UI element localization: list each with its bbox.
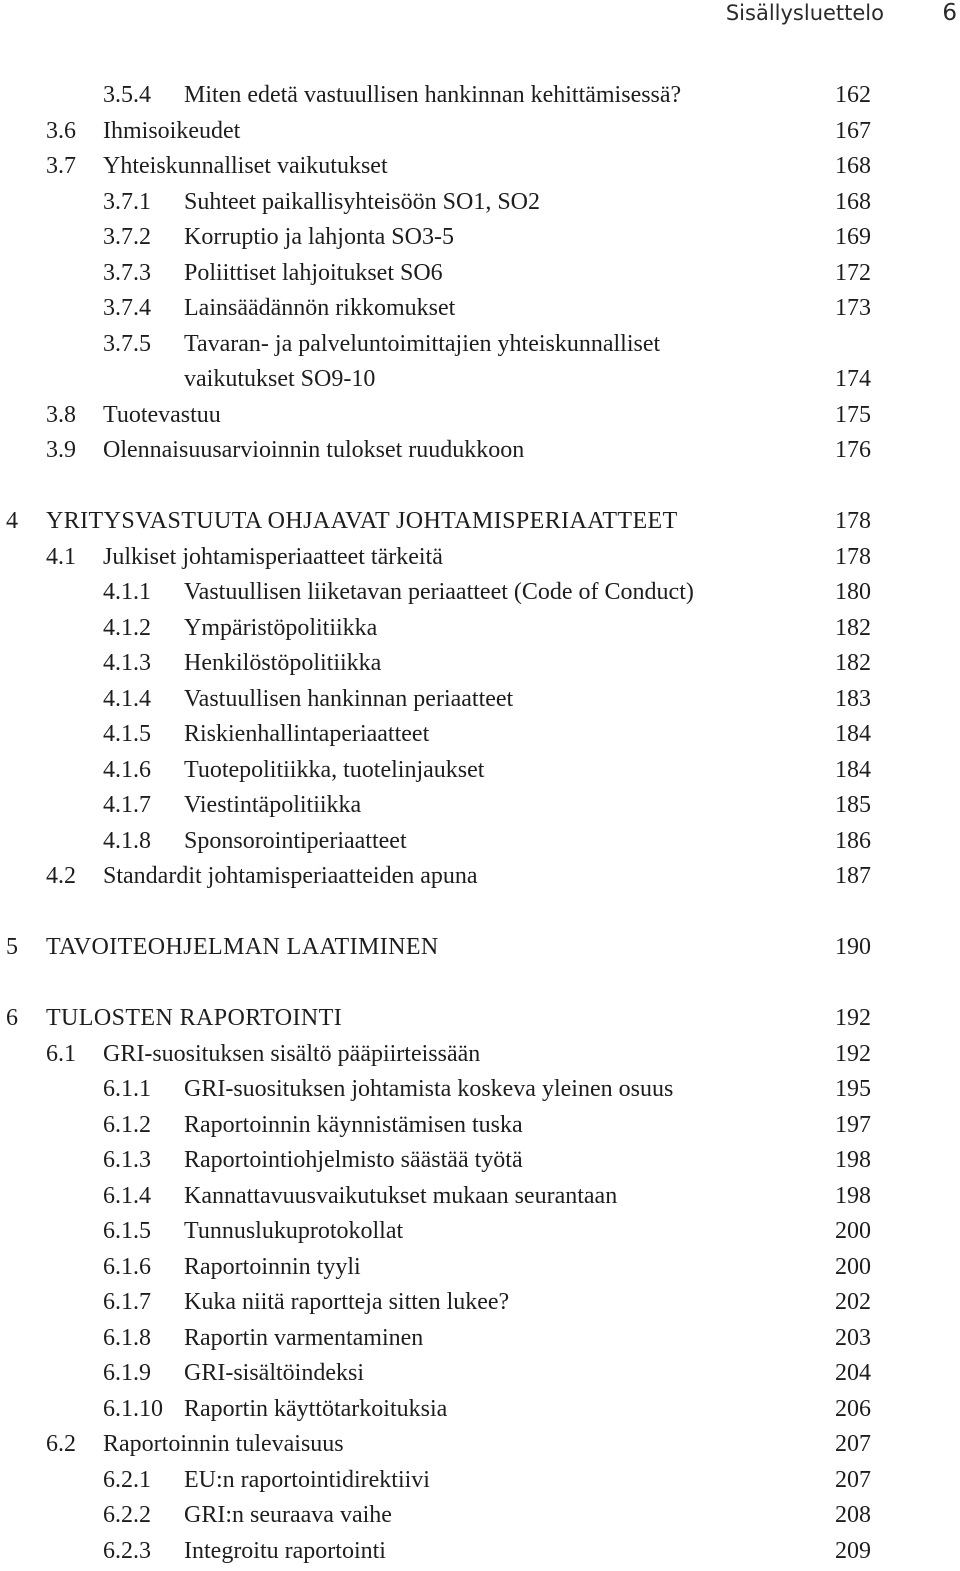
toc-entry-number: 4.1.4 bbox=[103, 685, 151, 712]
toc-entry-number: 4.2 bbox=[46, 863, 76, 889]
toc-entry-page: 175 bbox=[835, 401, 871, 428]
toc-entry-number: 3.6 bbox=[46, 117, 76, 144]
toc-entry-title: Raportoinnin tulevaisuus bbox=[103, 1431, 344, 1457]
toc-entry-number: 6.2.3 bbox=[103, 1537, 151, 1564]
toc-entry-page: 178 bbox=[835, 508, 871, 534]
toc-entry-title: Olennaisuusarvioinnin tulokset ruudukkoon bbox=[103, 437, 525, 463]
toc-entry-title: GRI:n seuraava vaihe bbox=[184, 1502, 392, 1528]
toc-entry[interactable] bbox=[0, 717, 960, 753]
toc-entry-number: 4 bbox=[6, 508, 18, 534]
toc-entry[interactable] bbox=[0, 611, 960, 647]
toc-entry-number: 3.8 bbox=[46, 401, 76, 428]
toc-entry-page: 162 bbox=[835, 82, 871, 108]
toc-entry[interactable] bbox=[0, 1037, 960, 1073]
toc-entry-number: 6 bbox=[6, 1005, 18, 1031]
toc-entry-title: GRI-suosituksen johtamista koskeva yleinen osuus bbox=[184, 1076, 674, 1102]
toc-entry[interactable] bbox=[0, 682, 960, 718]
toc-entry-page: 198 bbox=[835, 1182, 871, 1209]
page-number: 6 bbox=[942, 0, 957, 26]
toc-chapter-entry[interactable] bbox=[0, 930, 960, 966]
toc-entry-title: Tunnuslukuprotokollat bbox=[184, 1218, 404, 1244]
toc-entry-number: 3.7.2 bbox=[103, 224, 151, 250]
toc-entry-number: 6.1.7 bbox=[103, 1289, 151, 1315]
toc-entry[interactable] bbox=[0, 1179, 960, 1215]
toc-entry-title: Kuka niitä raportteja sitten lukee? bbox=[184, 1289, 510, 1315]
toc-entry-page: 169 bbox=[835, 224, 871, 250]
running-header bbox=[0, 0, 960, 30]
toc-entry-title: Viestintäpolitiikka bbox=[184, 792, 362, 818]
toc-entry[interactable] bbox=[0, 1214, 960, 1250]
toc-entry-page: 202 bbox=[835, 1289, 871, 1315]
toc-entry-title: Tavaran- ja palveluntoimittajien yhteiskunnalliset bbox=[184, 330, 661, 357]
toc-entry-page: 182 bbox=[835, 614, 871, 641]
toc-entry-number: 3.7.4 bbox=[103, 295, 151, 321]
toc-entry-title: GRI-sisältöindeksi bbox=[184, 1360, 364, 1386]
toc-entry-title: Lainsäädännön rikkomukset bbox=[184, 295, 456, 321]
toc-entry-number: 3.9 bbox=[46, 437, 76, 463]
toc-entry-title: TULOSTEN RAPORTOINTI bbox=[46, 1005, 343, 1031]
toc-entry-number: 6.1.5 bbox=[103, 1218, 151, 1244]
toc-entry-number: 6.1.10 bbox=[103, 1395, 163, 1422]
toc-entry-page: 187 bbox=[835, 863, 871, 889]
toc-entry-page: 184 bbox=[835, 721, 871, 747]
toc-entry[interactable] bbox=[0, 1427, 960, 1463]
toc-chapter-entry[interactable] bbox=[0, 1001, 960, 1037]
toc-entry[interactable] bbox=[0, 256, 960, 292]
toc-entry-page: 173 bbox=[835, 295, 871, 321]
toc-entry-page: 184 bbox=[835, 756, 871, 783]
toc-entry[interactable] bbox=[0, 1250, 960, 1286]
toc-entry[interactable] bbox=[0, 1285, 960, 1321]
section-title: Sisällysluettelo bbox=[725, 1, 884, 25]
toc-entry-title: vaikutukset SO9-10 bbox=[184, 366, 376, 392]
toc-entry-title: Raportointiohjelmisto säästää työtä bbox=[184, 1147, 523, 1173]
toc-entry-page: 168 bbox=[835, 153, 871, 179]
toc-entry[interactable] bbox=[0, 1072, 960, 1108]
toc-entry-page: 186 bbox=[835, 827, 871, 854]
toc-entry-number: 3.7.1 bbox=[103, 188, 151, 215]
toc-entry-title: Vastuullisen hankinnan periaatteet bbox=[184, 685, 514, 712]
toc-entry-page: 203 bbox=[835, 1324, 871, 1351]
toc-entry[interactable] bbox=[0, 149, 960, 185]
toc-entry[interactable] bbox=[0, 220, 960, 256]
toc-entry-number: 6.1 bbox=[46, 1040, 76, 1067]
toc-entry-title: Julkiset johtamisperiaatteet tärkeitä bbox=[103, 543, 443, 570]
toc-entry-title: Raportin varmentaminen bbox=[184, 1324, 424, 1351]
toc-entry-title: Yhteiskunnalliset vaikutukset bbox=[103, 153, 388, 179]
toc-entry-page: 192 bbox=[835, 1040, 871, 1067]
toc-entry[interactable] bbox=[0, 859, 960, 895]
toc-entry[interactable] bbox=[0, 78, 960, 114]
toc-entry[interactable] bbox=[0, 1143, 960, 1179]
toc-entry[interactable] bbox=[0, 575, 960, 611]
toc-entry[interactable] bbox=[0, 1392, 960, 1428]
toc-entry-number: 3.5.4 bbox=[103, 82, 151, 108]
toc-entry-page: 180 bbox=[835, 579, 871, 605]
toc-entry[interactable] bbox=[0, 1463, 960, 1499]
toc-entry-title: Raportin käyttötarkoituksia bbox=[184, 1395, 448, 1422]
toc-entry-number: 6.1.1 bbox=[103, 1076, 151, 1102]
toc-entry[interactable] bbox=[0, 540, 960, 576]
toc-entry-page: 197 bbox=[835, 1111, 871, 1138]
toc-entry-title: Ihmisoikeudet bbox=[103, 117, 241, 144]
toc-entry[interactable] bbox=[0, 291, 960, 327]
toc-entry[interactable] bbox=[0, 1498, 960, 1534]
toc-entry-page: 195 bbox=[835, 1076, 871, 1102]
toc-entry-title: Henkilöstöpolitiikka bbox=[184, 650, 382, 676]
toc-entry-page: 182 bbox=[835, 650, 871, 676]
toc-entry[interactable] bbox=[0, 788, 960, 824]
toc-entry-title: Miten edetä vastuullisen hankinnan kehittämisessä? bbox=[184, 82, 682, 108]
toc-entry-title: EU:n raportointidirektiivi bbox=[184, 1466, 430, 1493]
toc-entry-number: 6.1.6 bbox=[103, 1253, 151, 1280]
toc-entry-title: TAVOITEOHJELMAN LAATIMINEN bbox=[46, 934, 439, 960]
toc-entry-number: 4.1.2 bbox=[103, 614, 151, 641]
toc-entry-page: 192 bbox=[835, 1005, 871, 1031]
toc-entry[interactable] bbox=[0, 1534, 960, 1570]
toc-entry-number: 3.7.3 bbox=[103, 259, 151, 286]
toc-entry-title: Tuotepolitiikka, tuotelinjaukset bbox=[184, 756, 485, 783]
toc-entry-number: 6.1.4 bbox=[103, 1182, 151, 1209]
toc-entry[interactable] bbox=[0, 1321, 960, 1357]
toc-entry-number: 6.2.2 bbox=[103, 1502, 151, 1528]
toc-chapter-entry[interactable] bbox=[0, 504, 960, 540]
toc-entry-number: 6.2 bbox=[46, 1431, 76, 1457]
toc-entry-page: 200 bbox=[835, 1253, 871, 1280]
toc-entry[interactable] bbox=[0, 114, 960, 150]
toc-entry-number: 4.1.5 bbox=[103, 721, 151, 747]
toc-entry-number: 5 bbox=[6, 934, 18, 960]
toc-entry[interactable] bbox=[0, 362, 960, 398]
toc-entry-page: 185 bbox=[835, 792, 871, 818]
toc-entry-title: Kannattavuusvaikutukset mukaan seurantaan bbox=[184, 1182, 618, 1209]
toc-entry-page: 208 bbox=[835, 1502, 871, 1528]
toc-entry-title: Vastuullisen liiketavan periaatteet (Code of Conduct) bbox=[184, 579, 694, 605]
toc-entry-page: 190 bbox=[835, 934, 871, 960]
toc-entry[interactable] bbox=[0, 433, 960, 469]
toc-entry-title: Raportoinnin käynnistämisen tuska bbox=[184, 1111, 523, 1138]
toc-entry-number: 6.1.2 bbox=[103, 1111, 151, 1138]
toc-entry-page: 176 bbox=[835, 437, 871, 463]
toc-entry[interactable] bbox=[0, 1108, 960, 1144]
toc-entry-title: GRI-suosituksen sisältö pääpiirteissään bbox=[103, 1040, 481, 1067]
toc-entry-page: 207 bbox=[835, 1431, 871, 1457]
toc-entry-title: Standardit johtamisperiaatteiden apuna bbox=[103, 863, 478, 889]
toc-entry-title: Suhteet paikallisyhteisöön SO1, SO2 bbox=[184, 188, 540, 215]
toc-entry-page: 207 bbox=[835, 1466, 871, 1493]
toc-entry-title: Korruptio ja lahjonta SO3-5 bbox=[184, 224, 454, 250]
toc-entry-title: Poliittiset lahjoitukset SO6 bbox=[184, 259, 443, 286]
toc-entry[interactable] bbox=[0, 398, 960, 434]
toc-entry-page: 183 bbox=[835, 685, 871, 712]
toc-entry[interactable] bbox=[0, 327, 960, 363]
toc-entry-page: 204 bbox=[835, 1360, 871, 1386]
toc-entry-page: 174 bbox=[835, 366, 871, 392]
toc-entry-page: 198 bbox=[835, 1147, 871, 1173]
toc-entry[interactable] bbox=[0, 646, 960, 682]
toc-entry-title: Tuotevastuu bbox=[103, 401, 221, 428]
toc-entry-title: Riskienhallintaperiaatteet bbox=[184, 721, 430, 747]
toc-entry-number: 6.1.9 bbox=[103, 1360, 151, 1386]
toc-entry-page: 168 bbox=[835, 188, 871, 215]
toc-entry-page: 178 bbox=[835, 543, 871, 570]
toc-entry-title: Sponsorointiperiaatteet bbox=[184, 827, 407, 854]
table-of-contents bbox=[0, 78, 960, 1569]
toc-entry[interactable] bbox=[0, 185, 960, 221]
toc-entry-page: 206 bbox=[835, 1395, 871, 1422]
toc-entry-number: 4.1.8 bbox=[103, 827, 151, 854]
toc-entry-page: 200 bbox=[835, 1218, 871, 1244]
toc-entry-number: 4.1.7 bbox=[103, 792, 151, 818]
toc-entry-number: 4.1.1 bbox=[103, 579, 151, 605]
toc-entry-title: Ympäristöpolitiikka bbox=[184, 614, 378, 641]
toc-entry-number: 4.1.6 bbox=[103, 756, 151, 783]
toc-entry-number: 6.2.1 bbox=[103, 1466, 151, 1493]
toc-entry-number: 4.1.3 bbox=[103, 650, 151, 676]
toc-entry-number: 4.1 bbox=[46, 543, 76, 570]
toc-entry-page: 167 bbox=[835, 117, 871, 144]
toc-entry-number: 3.7 bbox=[46, 153, 76, 179]
toc-entry-page: 172 bbox=[835, 259, 871, 286]
toc-entry-title: YRITYSVASTUUTA OHJAAVAT JOHTAMISPERIAATTEET bbox=[46, 508, 678, 534]
toc-entry-number: 3.7.5 bbox=[103, 330, 151, 357]
toc-entry[interactable] bbox=[0, 753, 960, 789]
toc-entry-title: Integroitu raportointi bbox=[184, 1537, 386, 1564]
toc-entry-page: 209 bbox=[835, 1537, 871, 1564]
toc-entry-title: Raportoinnin tyyli bbox=[184, 1253, 361, 1280]
toc-entry[interactable] bbox=[0, 1356, 960, 1392]
toc-entry-number: 6.1.8 bbox=[103, 1324, 151, 1351]
toc-entry-number: 6.1.3 bbox=[103, 1147, 151, 1173]
toc-entry[interactable] bbox=[0, 824, 960, 860]
